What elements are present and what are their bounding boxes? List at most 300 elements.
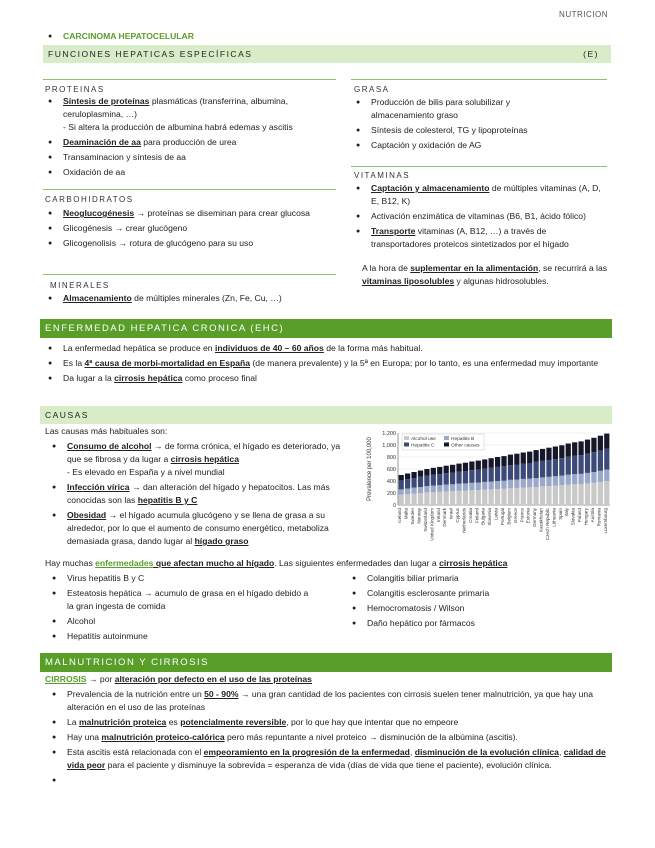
bar-other-causes <box>521 453 526 464</box>
bar-other-causes <box>418 471 423 477</box>
bar-hepatitis-c <box>604 449 609 470</box>
malnutrition-section-header: MALNUTRICION Y CIRROSIS <box>40 653 612 672</box>
bar-hepatitis-b <box>405 489 410 495</box>
bar-hepatitis-b <box>463 483 468 490</box>
x-tick-label: Iceland <box>397 508 403 523</box>
bar-alcohol-use <box>604 481 609 505</box>
list-item <box>48 292 348 305</box>
bold-term: Neoglucogénesis <box>63 208 135 218</box>
bar-hepatitis-c <box>553 459 558 476</box>
causes-intro: Las causas más habituales son: <box>45 426 168 436</box>
list-item: ● Glicogénesis → crear glucógeno <box>48 222 318 235</box>
proteins-title: PROTEINAS <box>45 85 105 94</box>
y-tick-label: 200 <box>386 491 396 497</box>
bar-alcohol-use <box>431 492 436 505</box>
item-text: para producción de urea <box>140 137 237 147</box>
bar-alcohol-use <box>450 491 455 505</box>
causes-more-line <box>45 558 615 568</box>
legend-label: Other causes <box>451 443 480 449</box>
bar-other-causes <box>489 458 494 468</box>
list-item <box>52 509 352 548</box>
item-text: pero más repuntante a nivel proteico → disminución de la albúmina (ascitis). <box>224 732 518 742</box>
list-item <box>48 372 608 385</box>
bold-term: suplementar en la alimentación <box>410 263 539 273</box>
item-text: . Las siguientes enfermedades dan lugar a <box>274 558 440 568</box>
bar-other-causes <box>501 456 506 466</box>
causes-section-header: CAUSAS <box>40 406 612 424</box>
list-item: ● Transaminacion y síntesis de aa <box>48 151 338 164</box>
bar-hepatitis-b <box>456 484 461 491</box>
bold-term: vitaminas liposolubles <box>362 276 455 286</box>
x-tick-label: Sweden <box>410 508 416 525</box>
item-text: → por <box>86 674 115 684</box>
topic-item <box>48 30 348 43</box>
legend-label: Hepatitis B <box>451 437 475 442</box>
list-item: ● Producción de bilis para solubilizar y almacenamiento graso <box>356 96 566 122</box>
bar-alcohol-use <box>463 491 468 505</box>
legend-swatch <box>444 436 449 440</box>
diseases-right-list <box>352 572 602 632</box>
bar-other-causes <box>482 459 487 468</box>
bar-alcohol-use <box>578 484 583 505</box>
bar-other-causes <box>534 450 539 462</box>
y-tick-label: 600 <box>386 467 396 473</box>
bar-hepatitis-b <box>578 474 583 484</box>
bold-term: alteración por defecto en el uso de las proteínas <box>114 674 312 684</box>
x-tick-label: Croatia <box>467 508 473 523</box>
bar-alcohol-use <box>418 493 423 505</box>
bar-hepatitis-c <box>450 473 455 485</box>
bar-other-causes <box>591 438 596 452</box>
bar-alcohol-use <box>540 486 545 505</box>
list-item <box>52 440 352 479</box>
x-tick-label: Switzerland <box>422 508 428 532</box>
list-item <box>48 357 608 370</box>
bar-other-causes <box>405 474 410 480</box>
bar-other-causes <box>456 464 461 472</box>
bold-term: Infección vírica <box>67 482 130 492</box>
ehc-section-header: ENFERMEDAD HEPATICA CRONICA (EHC) <box>40 319 612 338</box>
bar-hepatitis-c <box>508 465 513 480</box>
list-item <box>52 688 607 714</box>
list-item <box>52 731 607 744</box>
bar-alcohol-use <box>456 491 461 505</box>
bar-hepatitis-c <box>566 457 571 475</box>
bar-other-causes <box>399 475 404 480</box>
item-text: , <box>558 747 564 757</box>
x-tick-label: Luxembourg <box>602 508 608 534</box>
topic-title: CARCINOMA HEPATOCELULAR <box>63 31 194 41</box>
item-text: Hay una <box>67 732 102 742</box>
x-tick-label: Estonia <box>525 508 531 524</box>
minerals-title: MINERALES <box>50 281 110 290</box>
bold-term: Captación y almacenamiento <box>371 183 490 193</box>
bar-other-causes <box>527 452 532 463</box>
proteins-list <box>48 95 338 181</box>
x-tick-label: United Kingdom <box>429 508 435 541</box>
bar-hepatitis-b <box>476 483 481 491</box>
bar-hepatitis-b <box>585 473 590 484</box>
list-item: ● Oxidación de aa <box>48 166 338 179</box>
sub-note: - Si altera la producción de albumina habrá edemas y ascitis <box>63 122 293 132</box>
bold-term: malnutrición proteico-calórica <box>101 732 225 742</box>
bar-hepatitis-b <box>559 476 564 486</box>
x-tick-label: Poland <box>577 508 583 523</box>
legend-swatch <box>444 443 449 447</box>
bar-hepatitis-b <box>450 484 455 491</box>
bar-hepatitis-b <box>418 487 423 493</box>
bar-other-causes <box>450 465 455 473</box>
bar-hepatitis-b <box>604 470 609 481</box>
carbs-list <box>48 207 318 252</box>
bar-other-causes <box>444 466 449 474</box>
bar-hepatitis-c <box>546 460 551 477</box>
bar-hepatitis-b <box>495 481 500 489</box>
x-tick-label: Israel <box>448 508 454 520</box>
list-item: ● Hemocromatosis / Wilson <box>352 602 602 615</box>
bar-hepatitis-c <box>482 469 487 482</box>
divider <box>351 79 607 80</box>
bar-alcohol-use <box>482 490 487 505</box>
bold-term: cirrosis hepática <box>170 454 239 464</box>
bar-other-causes <box>540 449 545 461</box>
vitamins-note <box>362 262 610 288</box>
bar-hepatitis-b <box>540 477 545 486</box>
bar-alcohol-use <box>546 486 551 505</box>
item-text: vitaminas (A, B12, …) a través de transportadores proteicos sintetizados por el hígado <box>371 226 569 249</box>
bar-alcohol-use <box>553 486 558 505</box>
x-tick-label: Ireland <box>435 508 441 523</box>
note-text: y algunas hidrosolubles. <box>454 276 549 286</box>
bold-term: 4ª causa de morbi-mortalidad en España <box>84 358 251 368</box>
x-tick-label: Romania <box>596 508 602 527</box>
y-tick-label: 1,000 <box>382 443 396 449</box>
malnutrition-lead <box>45 674 312 684</box>
bar-hepatitis-b <box>431 486 436 493</box>
bar-hepatitis-c <box>578 455 583 474</box>
functions-section-header <box>43 45 611 63</box>
bar-alcohol-use <box>527 487 532 505</box>
bar-hepatitis-c <box>489 468 494 482</box>
bar-hepatitis-b <box>598 471 603 482</box>
x-tick-label: Spain <box>557 508 563 520</box>
item-text: de múltiples minerales (Zn, Fe, Cu, …) <box>131 293 282 303</box>
bar-alcohol-use <box>508 488 513 505</box>
bar-hepatitis-c <box>501 466 506 480</box>
x-tick-label: Hungary <box>583 508 589 526</box>
item-text: como proceso final <box>182 373 257 383</box>
bar-alcohol-use <box>476 490 481 505</box>
bar-hepatitis-b <box>411 488 416 494</box>
bar-hepatitis-b <box>399 489 404 494</box>
item-text: para el paciente y disminuye la sobrevida = esperanza de vida (días de vida que tiene el paciente), evolución clínica. <box>105 760 552 770</box>
bar-hepatitis-b <box>572 474 577 484</box>
x-tick-label: Norway <box>416 508 422 524</box>
x-tick-label: Slovenia <box>487 508 493 526</box>
x-tick-label: Belgium <box>506 508 512 525</box>
bar-hepatitis-c <box>559 458 564 475</box>
bar-other-causes <box>476 461 481 470</box>
item-text: , por lo que hay que intentar que no empeore <box>286 717 459 727</box>
bar-hepatitis-b <box>553 476 558 486</box>
bold-term: enfermedades <box>95 558 154 568</box>
item-text: , <box>409 747 415 757</box>
y-tick-label: 800 <box>386 455 396 461</box>
item-text: Prevalencia de la nutrición entre un <box>67 689 205 699</box>
bold-term: que afectan mucho al hígado <box>153 558 275 568</box>
bar-other-causes <box>469 462 474 471</box>
y-tick-label: 0 <box>392 503 396 509</box>
bar-hepatitis-b <box>534 478 539 487</box>
bar-alcohol-use <box>572 484 577 505</box>
list-item <box>48 207 318 220</box>
bar-hepatitis-c <box>476 470 481 483</box>
list-item: ● Virus hepatitis B y C <box>52 572 312 585</box>
x-tick-label: Malta <box>403 508 409 520</box>
item-text: es <box>166 717 181 727</box>
functions-title: FUNCIONES HEPATICAS ESPECÍFICAS <box>48 49 253 59</box>
minerals-list <box>48 292 348 307</box>
item-text: (de manera prevalente) y la 5ª en Europa; por lo tanto, es una enfermedad muy importante <box>250 358 599 368</box>
bold-term: calidad de vida peor <box>67 747 606 770</box>
bar-other-causes <box>553 447 558 460</box>
item-text: La <box>67 717 79 727</box>
legend-swatch <box>404 443 409 447</box>
bar-other-causes <box>578 441 583 455</box>
divider <box>43 274 336 275</box>
bold-term: disminución de la evolución clínica <box>414 747 559 757</box>
bar-hepatitis-b <box>514 480 519 488</box>
bar-other-causes <box>572 442 577 456</box>
x-tick-label: Austria <box>589 508 595 523</box>
list-item: ● Síntesis de colesterol, TG y lipoproteínas <box>356 124 566 137</box>
item-text: Da lugar a la <box>63 373 115 383</box>
bar-alcohol-use <box>514 488 519 505</box>
bold-term: malnutrición proteica <box>78 717 167 727</box>
x-tick-label: Portugal <box>500 508 505 526</box>
bar-other-causes <box>559 445 564 458</box>
fat-title: GRASA <box>354 85 390 94</box>
bold-term: cirrosis hepática <box>114 373 183 383</box>
bar-other-causes <box>431 468 436 475</box>
page-header-subject: NUTRICION <box>559 10 608 19</box>
bar-alcohol-use <box>469 490 474 505</box>
list-item: ● Captación y oxidación de AG <box>356 139 566 152</box>
bold-term: CIRROSIS <box>45 674 87 684</box>
bar-alcohol-use <box>405 494 410 505</box>
x-tick-label: Greece <box>512 508 518 524</box>
list-item: ● Glicogenolisis → rotura de glucógeno para su uso <box>48 237 318 250</box>
x-tick-label: Lithuania <box>551 508 557 527</box>
bar-other-causes <box>585 440 590 454</box>
bar-other-causes <box>546 448 551 460</box>
bar-other-causes <box>514 454 519 465</box>
x-tick-label: France <box>519 508 525 523</box>
x-tick-label: Slovakia <box>570 508 576 526</box>
list-item <box>356 225 606 251</box>
bar-alcohol-use <box>501 489 506 505</box>
item-text: de la forma más habitual. <box>323 343 423 353</box>
bar-hepatitis-c <box>431 475 436 486</box>
bar-hepatitis-b <box>444 485 449 492</box>
list-item <box>356 182 606 208</box>
bar-alcohol-use <box>437 492 442 505</box>
bar-hepatitis-c <box>456 472 461 484</box>
bar-hepatitis-c <box>521 464 526 479</box>
bold-term: Deaminación de aa <box>63 137 141 147</box>
vitamins-list <box>356 182 606 253</box>
bold-term: hepatitis B y C <box>137 495 198 505</box>
bar-alcohol-use <box>521 488 526 505</box>
bar-hepatitis-c <box>418 477 423 487</box>
bar-hepatitis-b <box>591 472 596 483</box>
liver-disease-prevalence-chart <box>362 425 612 543</box>
bar-hepatitis-c <box>463 471 468 483</box>
bar-other-causes <box>437 467 442 474</box>
bar-hepatitis-c <box>527 463 532 479</box>
bar-hepatitis-b <box>501 481 506 489</box>
bar-other-causes <box>598 436 603 451</box>
list-item <box>52 716 607 729</box>
list-item: ● Activación enzimática de vitaminas (B6, B1, ácido fólico) <box>356 210 606 223</box>
bold-term: potencialmente reversible <box>180 717 287 727</box>
fat-list <box>356 96 566 154</box>
x-tick-label: Denmark <box>442 508 448 527</box>
list-item: ● Colangitis biliar primaria <box>352 572 602 585</box>
bar-alcohol-use <box>411 494 416 505</box>
item-text: La enfermedad hepática se produce en <box>63 343 215 353</box>
list-item <box>48 342 608 355</box>
bold-term: individuos de 40 – 60 años <box>214 343 324 353</box>
y-tick-label: 1,200 <box>382 431 396 437</box>
bar-other-causes <box>411 472 416 478</box>
item-text: → dan alteración del hígado y hepatocitos. Las más conocidas son las <box>67 482 330 505</box>
note-text: , se recurrirá a las <box>538 263 608 273</box>
list-item <box>48 95 338 134</box>
diseases-left-list <box>52 572 312 645</box>
bold-term: hígado graso <box>194 536 249 546</box>
bar-alcohol-use <box>591 483 596 505</box>
bar-hepatitis-c <box>444 473 449 484</box>
functions-tag: (E) <box>583 49 599 59</box>
bar-hepatitis-b <box>437 485 442 492</box>
bar-hepatitis-c <box>514 465 519 480</box>
malnutrition-list <box>52 688 607 774</box>
bar-alcohol-use <box>399 495 404 505</box>
list-item: ● Alcohol <box>52 615 312 628</box>
note-text: A la hora de <box>362 263 411 273</box>
bar-other-causes <box>424 469 429 476</box>
divider <box>351 166 607 167</box>
legend-swatch <box>404 436 409 440</box>
causes-list <box>52 440 352 550</box>
x-tick-label: Netherlands <box>461 508 467 533</box>
bar-hepatitis-c <box>540 461 545 478</box>
list-item <box>48 136 338 149</box>
list-item: ● Daño hepático por fármacos <box>352 617 602 630</box>
item-text: → proteínas se diseminan para crear glucosa <box>134 208 310 218</box>
bar-hepatitis-c <box>585 454 590 473</box>
bar-hepatitis-b <box>508 480 513 488</box>
bold-term: Síntesis de proteínas <box>63 96 150 106</box>
legend-label: Alcohol use <box>411 437 436 442</box>
bold-term: 50 - 90% <box>204 689 239 699</box>
bar-hepatitis-c <box>534 462 539 478</box>
bar-hepatitis-b <box>469 483 474 491</box>
bar-hepatitis-c <box>469 470 474 483</box>
bold-term: Obesidad <box>67 510 107 520</box>
item-text: Hay muchas <box>45 558 96 568</box>
bar-other-causes <box>508 455 513 466</box>
carbs-title: CARBOHIDRATOS <box>45 195 134 204</box>
x-tick-label: Czech Republic <box>544 508 550 541</box>
bar-hepatitis-c <box>598 450 603 470</box>
sub-note: - Es elevado en España y a nivel mundial <box>67 467 225 477</box>
bar-hepatitis-b <box>489 482 494 490</box>
x-tick-label: Latvia <box>493 508 499 521</box>
bar-hepatitis-b <box>424 486 429 492</box>
bar-hepatitis-b <box>521 479 526 488</box>
bar-other-causes <box>566 444 571 457</box>
x-tick-label: Finland <box>474 508 480 524</box>
x-tick-label: Italy <box>564 508 570 517</box>
bar-hepatitis-b <box>566 475 571 485</box>
bold-term: empeoramiento en la progresión de la enfermedad <box>203 747 410 757</box>
ehc-list <box>48 342 608 387</box>
bar-alcohol-use <box>534 487 539 505</box>
topic-list <box>48 30 348 45</box>
bar-hepatitis-b <box>527 479 532 488</box>
x-tick-label: Kazakhstan <box>538 508 544 533</box>
bold-term: Almacenamiento <box>63 293 132 303</box>
bar-alcohol-use <box>489 489 494 505</box>
bar-hepatitis-b <box>482 482 487 490</box>
list-item: ● Esteatosis hepática → acumulo de grasa en el hígado debido a la gran ingesta de comida <box>52 587 312 613</box>
item-text: plasmáticas (transferrina, albumina, ceruloplasmina, …) <box>63 96 288 119</box>
list-item: ● Hepatitis autoinmune <box>52 630 312 643</box>
bar-hepatitis-c <box>411 478 416 488</box>
bar-hepatitis-c <box>424 476 429 487</box>
item-text: → el hígado acumula glucógeno y se llena de grasa a su alrededor, por lo que el aumento de consumo energético, metaboliza demasiada grasa, dando lugar al <box>67 510 329 546</box>
list-item <box>52 746 607 772</box>
bar-alcohol-use <box>598 482 603 505</box>
vitamins-title: VITAMINAS <box>354 171 411 180</box>
bar-hepatitis-c <box>437 474 442 485</box>
item-text: Es la <box>63 358 85 368</box>
bar-hepatitis-c <box>572 456 577 474</box>
bold-term: cirrosis hepática <box>439 558 508 568</box>
bar-alcohol-use <box>424 492 429 505</box>
bar-hepatitis-c <box>405 479 410 488</box>
item-text: → una gran cantidad de los pacientes con cirrosis suelen tener malnutrición, ya que hay una alteración en el uso de las proteínas <box>67 689 593 712</box>
x-tick-label: Cyprus <box>455 508 461 523</box>
bar-hepatitis-c <box>495 467 500 481</box>
y-axis-label: Prevalence per 100,000 <box>367 437 373 501</box>
x-tick-label: Bulgaria <box>480 508 486 525</box>
item-text: de múltiples vitaminas (A, D, E, B12, K) <box>371 183 601 206</box>
bar-alcohol-use <box>444 492 449 506</box>
bar-other-causes <box>604 434 609 449</box>
bar-other-causes <box>495 457 500 467</box>
bar-hepatitis-b <box>546 477 551 486</box>
item-text: Esta ascitis está relacionada con el <box>67 747 204 757</box>
bar-alcohol-use <box>566 485 571 505</box>
bar-other-causes <box>463 463 468 471</box>
bold-term: Transporte <box>371 226 416 236</box>
bar-hepatitis-c <box>399 480 404 489</box>
bar-alcohol-use <box>585 483 590 505</box>
list-item: ● Colangitis esclerosante primaria <box>352 587 602 600</box>
